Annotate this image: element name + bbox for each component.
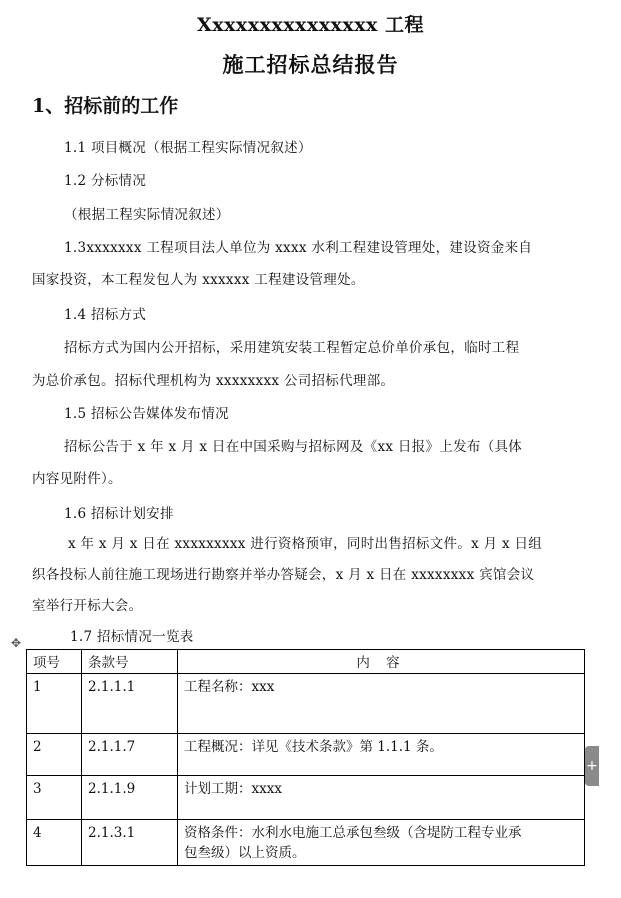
para-1-2: 1.2 分标情况 bbox=[64, 173, 147, 189]
para-1-2-note: （根据工程实际情况叙述） bbox=[64, 207, 230, 223]
cell-content: 计划工期：xxxx bbox=[178, 776, 585, 820]
cell-item-no: 4 bbox=[27, 820, 82, 866]
para-1-5-body-line1: 招标公告于 x 年 x 月 x 日在中国采购与招标网及《xx 日报》上发布（具体 bbox=[64, 439, 523, 455]
cell-content bbox=[178, 820, 585, 866]
cell-content-line2: 包叁级）以上资质。 bbox=[184, 845, 306, 861]
para-1-7: 1.7 招标情况一览表 bbox=[70, 629, 194, 645]
table-row bbox=[27, 776, 585, 820]
table-row bbox=[27, 734, 585, 776]
para-1-5: 1.5 招标公告媒体发布情况 bbox=[64, 406, 229, 422]
cell-content: 工程名称：xxx bbox=[178, 674, 585, 734]
plus-icon[interactable]: + bbox=[585, 746, 599, 786]
cell-item-no: 3 bbox=[27, 776, 82, 820]
table-row bbox=[27, 820, 585, 866]
section-heading: 1、招标前的工作 bbox=[32, 95, 179, 117]
para-1-6: 1.6 招标计划安排 bbox=[64, 506, 174, 522]
para-1-6-body-line1: x 年 x 月 x 日在 xxxxxxxxx 进行资格预审，同时出售招标文件。x 月 x 日组 bbox=[68, 536, 543, 552]
header-content: 内 容 bbox=[178, 650, 585, 674]
bid-summary-table bbox=[26, 649, 585, 866]
para-1-6-body-line3: 室举行开标大会。 bbox=[32, 598, 143, 614]
para-1-1: 1.1 项目概况（根据工程实际情况叙述） bbox=[64, 140, 312, 156]
cell-content: 工程概况：详见《技术条款》第 1.1.1 条。 bbox=[178, 734, 585, 776]
doc-title-line2: 施工招标总结报告 bbox=[222, 52, 399, 77]
cell-item-no: 2 bbox=[27, 734, 82, 776]
cell-clause-no: 2.1.1.7 bbox=[82, 734, 178, 776]
para-1-6-body-line2: 织各投标人前往施工现场进行勘察并举办答疑会，x 月 x 日在 xxxxxxxx 宾馆会议 bbox=[32, 567, 535, 583]
cell-item-no: 1 bbox=[27, 674, 82, 734]
para-1-4-body-line2: 为总价承包。招标代理机构为 xxxxxxxx 公司招标代理部。 bbox=[32, 373, 395, 389]
table-header-row bbox=[27, 650, 585, 674]
table-row bbox=[27, 674, 585, 734]
para-1-5-body-line2: 内容见附件）。 bbox=[32, 471, 122, 487]
cell-clause-no: 2.1.1.9 bbox=[82, 776, 178, 820]
para-1-4-body-line1: 招标方式为国内公开招标，采用建筑安装工程暂定总价单价承包，临时工程 bbox=[64, 340, 520, 356]
doc-title-line1: Xxxxxxxxxxxxxxx 工程 bbox=[197, 14, 424, 36]
cell-clause-no: 2.1.1.1 bbox=[82, 674, 178, 734]
header-clause-no: 条款号 bbox=[82, 650, 178, 674]
cell-clause-no: 2.1.3.1 bbox=[82, 820, 178, 866]
header-item-no: 项号 bbox=[27, 650, 82, 674]
para-1-3-line2: 国家投资，本工程发包人为 xxxxxx 工程建设管理处。 bbox=[32, 272, 365, 288]
move-handle-icon[interactable]: ✥ bbox=[11, 636, 22, 650]
para-1-4: 1.4 招标方式 bbox=[64, 307, 147, 323]
para-1-3-line1: 1.3xxxxxxx 工程项目法人单位为 xxxx 水利工程建设管理处，建设资金来自 bbox=[64, 240, 533, 256]
cell-content-line1: 资格条件：水利水电施工总承包叁级（含堤防工程专业承 bbox=[184, 825, 522, 841]
